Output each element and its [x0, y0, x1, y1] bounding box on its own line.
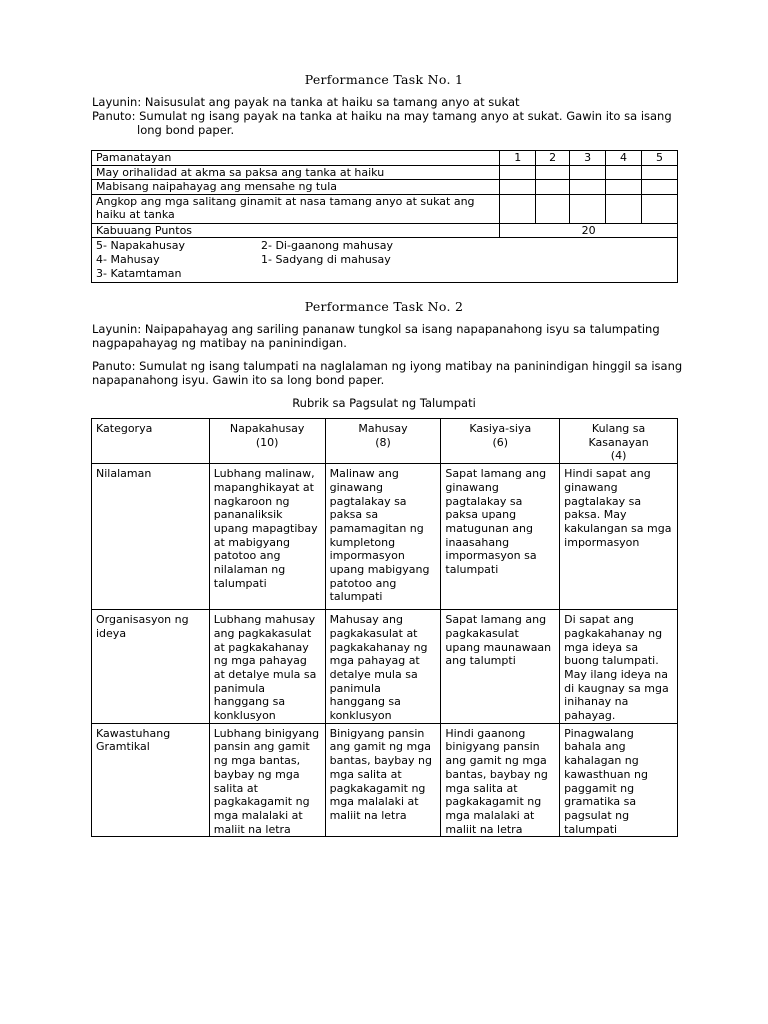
rubric-cell: Binigyang pansin ang gamit ng mga bantas, baybay ng mga salita at pagkakagamit ng mga malalaki at maliit na letra — [325, 723, 441, 837]
rubric-header: Napakahusay (10) — [209, 419, 325, 464]
criteria-table — [91, 150, 678, 283]
criteria-header: Pamanatayan — [92, 151, 500, 166]
rubric-header-category: Kategorya — [92, 419, 210, 464]
scale-row — [92, 238, 678, 283]
criteria-text: Angkop ang mga salitang ginamit at nasa tamang anyo at sukat ang haiku at tanka — [92, 194, 500, 223]
rubric-cell: Sapat lamang ang pagkakasulat upang maunawaan ang talumpti — [441, 610, 560, 724]
task2-layunin-line2: nagpapahayag ng matibay na paninindigan. — [92, 336, 347, 350]
task1-panuto-line1: Panuto: Sumulat ng isang payak na tanka at haiku na may tamang anyo at sukat. Gawin ito sa isang — [92, 109, 672, 123]
rubric-header: Kulang sa Kasanayan (4) — [560, 419, 678, 464]
rubric-cell: Malinaw ang ginawang pagtalakay sa paksa sa pamamagitan ng kumpletong impormasyon upang mabigyang patotoo ang talumpati — [325, 464, 441, 610]
task2-panuto-line1: Panuto: Sumulat ng isang talumpati na naglalaman ng iyong matibay na paninindigan hinggil sa isang — [92, 359, 683, 373]
criteria-row — [92, 194, 678, 223]
rubric-cell: Mahusay ang pagkakasulat at pagkakahanay ng mga pahayag at detalye mula sa panimula hanggang sa konklusyon — [325, 610, 441, 724]
criteria-text: Mabisang naipahayag ang mensahe ng tula — [92, 180, 500, 195]
task1-title: Performance Task No. 1 — [304, 72, 464, 87]
scale-item: 2- Di-gaanong mahusay — [261, 239, 393, 253]
scale-item: 1- Sadyang di mahusay — [261, 252, 391, 266]
rubric-header: Kasiya-siya (6) — [441, 419, 560, 464]
rubric-cell: Lubhang binigyang pansin ang gamit ng mga bantas, baybay ng mga salita at pagkakagamit ng mga malalaki at maliit na letra — [209, 723, 325, 837]
task2-title: Performance Task No. 2 — [304, 299, 464, 314]
rubric-cell: Di sapat ang pagkakahanay ng mga ideya sa buong talumpati. May ilang ideya na di kaugnay sa mga inihanay na pahayag. — [560, 610, 678, 724]
rubric-cell: Lubhang malinaw, mapanghikayat at nagkaroon ng pananaliksik upang mapagtibay at mabigyang patotoo ang nilalaman ng talumpati — [209, 464, 325, 610]
scale-item: 4- Mahusay — [96, 252, 160, 266]
total-row — [92, 223, 678, 238]
rating-scale — [92, 238, 678, 283]
rubric-title: Rubrik sa Pagsulat ng Talumpati — [292, 396, 476, 410]
rubric-category: Nilalaman — [92, 464, 210, 610]
rubric-cell: Pinagwalang bahala ang kahalagan ng kawasthuan ng paggamit ng gramatika sa pagsulat ng talumpati — [560, 723, 678, 837]
scale-item: 3- Katamtaman — [96, 266, 182, 280]
task1-layunin: Layunin: Naisusulat ang payak na tanka at haiku sa tamang anyo at sukat — [92, 95, 520, 109]
criteria-header-row — [92, 151, 678, 166]
task2-panuto-line2: napapanahong isyu. Gawin ito sa long bond paper. — [92, 373, 385, 387]
criteria-row — [92, 165, 678, 180]
rubric-header: Mahusay (8) — [325, 419, 441, 464]
rubric-table — [91, 418, 678, 837]
total-label: Kabuuang Puntos — [92, 223, 500, 238]
score-header: 4 — [606, 151, 642, 166]
total-value: 20 — [500, 223, 678, 238]
rubric-row — [92, 723, 678, 837]
rubric-cell: Hindi gaanong binigyang pansin ang gamit ng mga bantas, baybay ng mga salita at pagkakagamit ng mga malalaki at maliit na letra — [441, 723, 560, 837]
criteria-text: May orihalidad at akma sa paksa ang tanka at haiku — [92, 165, 500, 180]
rubric-category: Kawastuhang Gramtikal — [92, 723, 210, 837]
rubric-cell: Lubhang mahusay ang pagkakasulat at pagkakahanay ng mga pahayag at detalye mula sa panimula hanggang sa konklusyon — [209, 610, 325, 724]
rubric-row — [92, 610, 678, 724]
scale-right — [261, 239, 393, 280]
task1-panuto-line2: long bond paper. — [137, 123, 235, 137]
score-header: 3 — [570, 151, 606, 166]
score-header: 2 — [536, 151, 570, 166]
scale-left — [96, 239, 261, 280]
score-header: 5 — [641, 151, 677, 166]
rubric-category: Organisasyon ng ideya — [92, 610, 210, 724]
rubric-cell: Hindi sapat ang ginawang pagtalakay sa paksa. May kakulangan sa mga impormasyon — [560, 464, 678, 610]
task2-layunin-line1: Layunin: Naipapahayag ang sariling pananaw tungkol sa isang napapanahong isyu sa talumpating — [92, 322, 660, 336]
rubric-header-row — [92, 419, 678, 464]
criteria-row — [92, 180, 678, 195]
scale-item: 5- Napakahusay — [96, 239, 185, 253]
score-header: 1 — [500, 151, 536, 166]
rubric-row — [92, 464, 678, 610]
rubric-cell: Sapat lamang ang ginawang pagtalakay sa paksa upang matugunan ang inaasahang impormasyon sa talumpati — [441, 464, 560, 610]
